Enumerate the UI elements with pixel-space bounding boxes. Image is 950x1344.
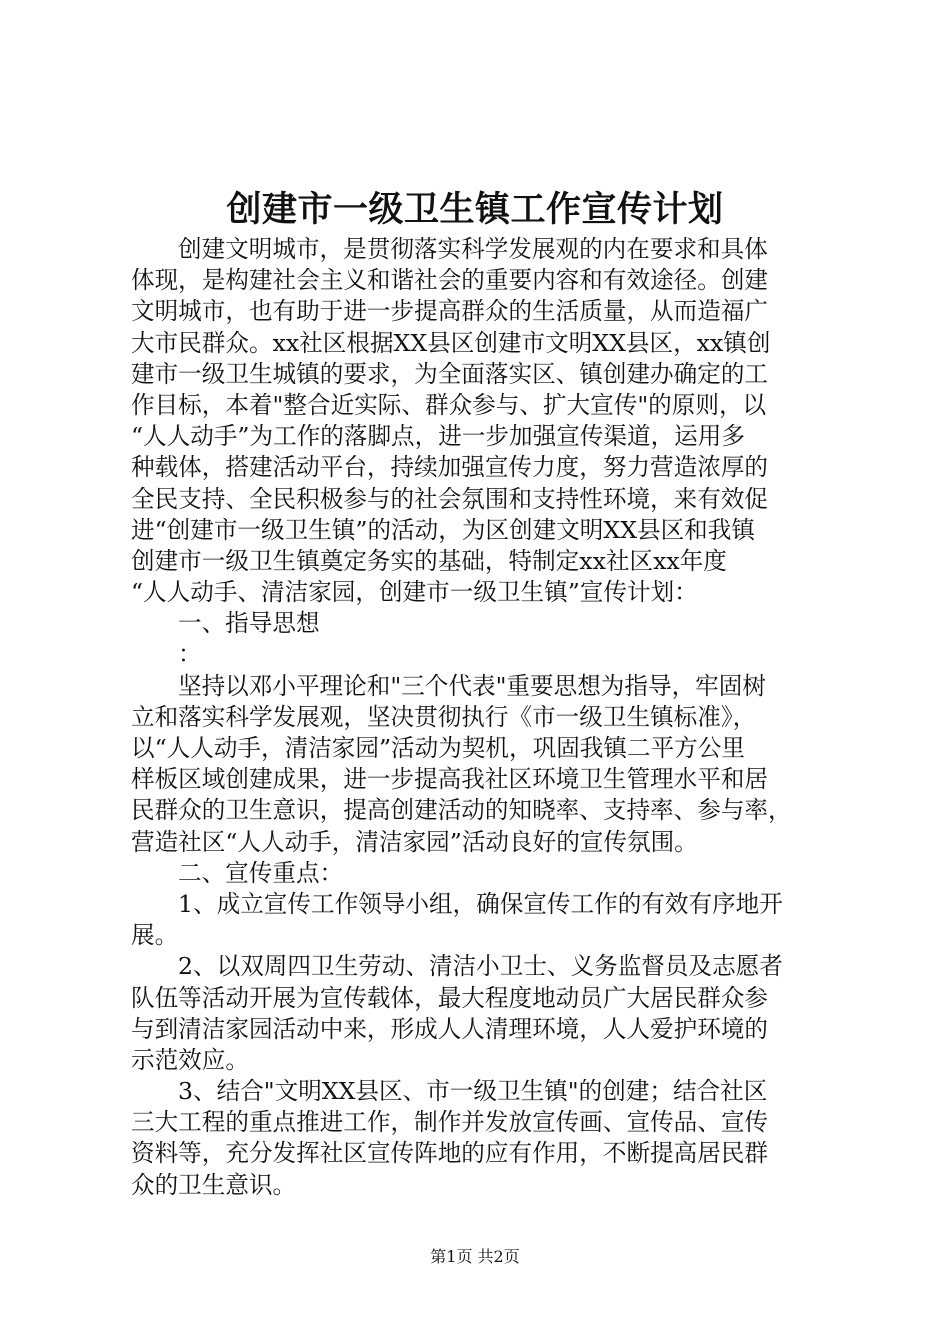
document-title: 创建市一级卫生镇工作宣传计划 — [226, 189, 724, 230]
text-line: 队伍等活动开展为宣传载体，最大程度地动员广大居民群众参 — [131, 983, 769, 1012]
text-line: 立和落实科学发展观，坚决贯彻执行《市一级卫生镇标准》， — [131, 702, 757, 731]
text-line: 作目标，本着"整合近实际、群众参与、扩大宣传"的原则，以 — [131, 390, 767, 419]
text-line: 文明城市，也有助于进一步提高群众的生活质量，从而造福广 — [131, 297, 769, 326]
document-body — [131, 234, 833, 1201]
text-line: 以“人人动手，清洁家园”活动为契机，巩固我镇二平方公里 — [131, 734, 745, 762]
text-line: 三大工程的重点推进工作，制作并发放宣传画、宣传品、宣传 — [131, 1108, 769, 1137]
text-line: “人人动手、清洁家园，创建市一级卫生镇”宣传计划： — [131, 578, 698, 607]
text-line: 种载体，搭建活动平台，持续加强宣传力度，努力营造浓厚的 — [131, 453, 769, 482]
text-line: 大市民群众。xx社区根据XX县区创建市文明XX县区，xx镇创 — [131, 328, 771, 357]
text-line: 样板区域创建成果，进一步提高我社区环境卫生管理水平和居 — [131, 765, 769, 794]
text-line: 资料等，充分发挥社区宣传阵地的应有作用，不断提高居民群 — [131, 1139, 769, 1168]
text-line: 建市一级卫生城镇的要求，为全面落实区、镇创建办确定的工 — [131, 359, 769, 388]
text-line: 营造社区“人人动手，清洁家园”活动良好的宣传氛围。 — [131, 827, 698, 856]
text-line: 创建文明城市，是贯彻落实科学发展观的内在要求和具体 — [178, 235, 768, 263]
text-line: 与到清洁家园活动中来，形成人人清理环境，人人爱护环境的 — [131, 1014, 769, 1043]
list-item: 2、以双周四卫生劳动、清洁小卫士、义务监督员及志愿者 — [178, 952, 783, 981]
list-item: 1、成立宣传工作领导小组，确保宣传工作的有效有序地开 — [178, 889, 783, 918]
section-heading: 一、指导思想 — [178, 609, 320, 638]
text-line: 全民支持、全民积极参与的社会氛围和支持性环境，来有效促 — [131, 484, 769, 513]
text-line: 示范效应。 — [131, 1045, 249, 1074]
text-line: 创建市一级卫生镇奠定务实的基础，特制定xx社区xx年度 — [131, 546, 727, 575]
page-footer: 第1页 共2页 — [430, 1247, 520, 1266]
section-heading: 二、宣传重点： — [178, 858, 344, 887]
text-line: 坚持以邓小平理论和"三个代表"重要思想为指导，牢固树 — [178, 671, 766, 700]
list-item: 3、结合"文明XX县区、市一级卫生镇"的创建；结合社区 — [178, 1077, 768, 1106]
text-line: 展。 — [131, 921, 179, 950]
text-line: “人人动手”为工作的落脚点，进一步加强宣传渠道，运用多 — [131, 422, 745, 451]
text-line: 进“创建市一级卫生镇”的活动，为区创建文明XX县区和我镇 — [131, 515, 755, 544]
text-line: 民群众的卫生意识，提高创建活动的知晓率、支持率、参与率， — [131, 796, 792, 825]
text-line: 众的卫生意识。 — [131, 1170, 297, 1199]
text-line: ： — [178, 640, 202, 669]
text-line: 体现，是构建社会主义和谐社会的重要内容和有效途径。创建 — [131, 266, 769, 295]
